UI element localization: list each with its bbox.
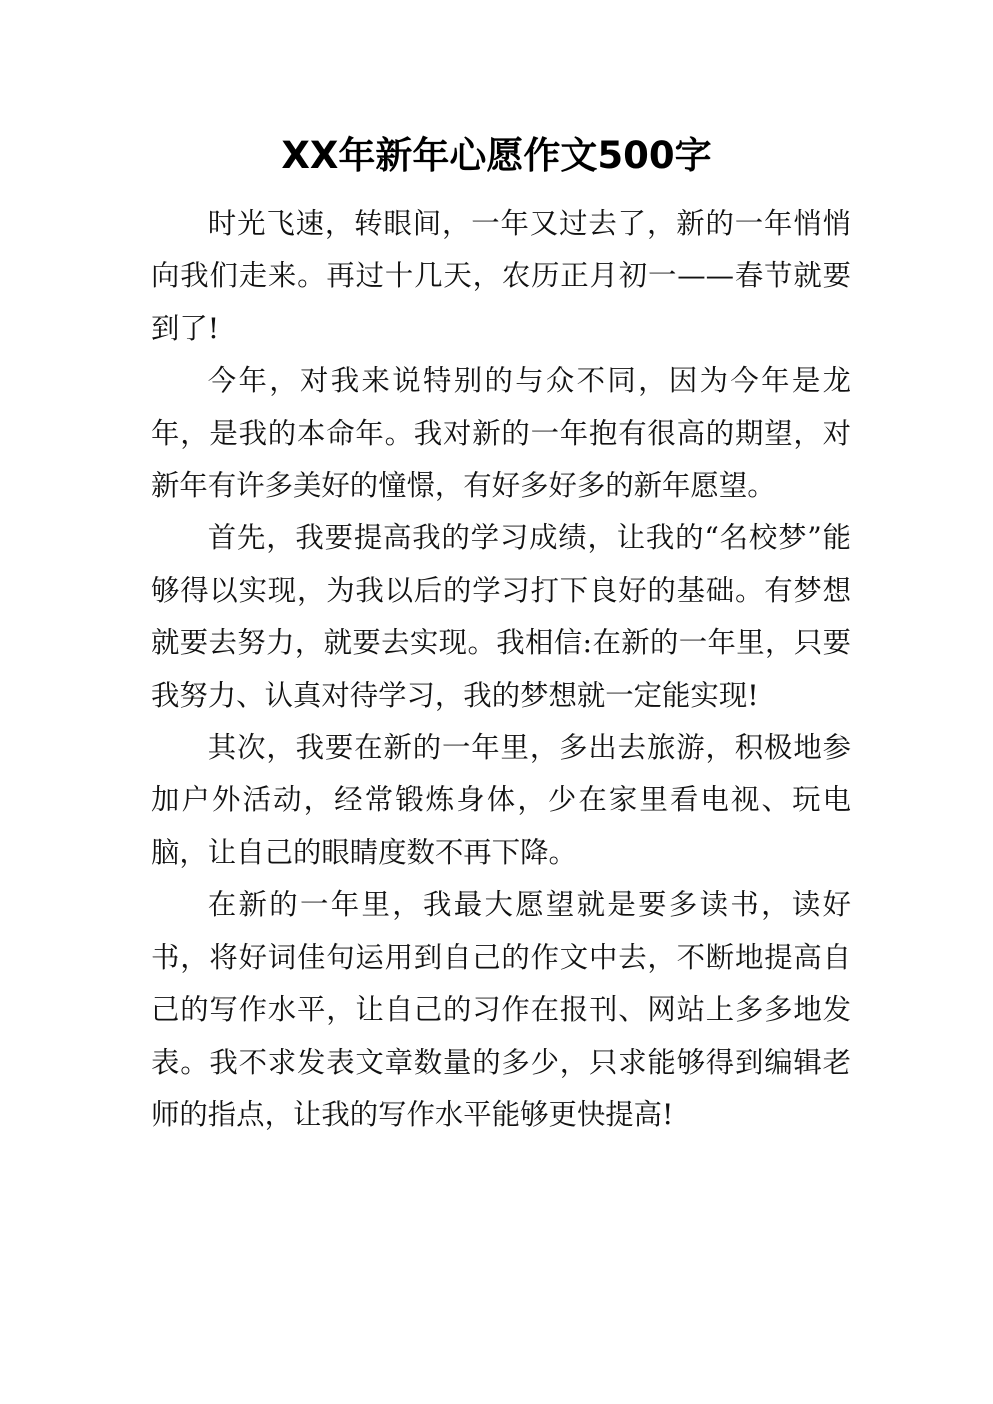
paragraph-2: 今年，对我来说特别的与众不同，因为今年是龙年，是我的本命年。我对新的一年抱有很高的期望，对新年有许多美好的憧憬，有好多好多的新年愿望。 <box>151 364 851 503</box>
paragraph-4: 其次，我要在新的一年里，多出去旅游，积极地参加户外活动，经常锻炼身体，少在家里看电视、玩电脑，让自己的眼睛度数不再下降。 <box>151 731 851 869</box>
document-title: XX年新年心愿作文500字 <box>281 134 712 177</box>
paragraph-1: 时光飞速，转眼间，一年又过去了，新的一年悄悄向我们走来。再过十几天，农历正月初一——春节就要到了! <box>151 207 851 345</box>
document-body <box>151 198 851 1141</box>
paragraph-3: 首先，我要提高我的学习成绩，让我的“名校梦”能够得以实现，为我以后的学习打下良好的基础。有梦想就要去努力，就要去实现。我相信:在新的一年里，只要我努力、认真对待学习，我的梦想就一定能实现! <box>151 521 851 712</box>
paragraph-5: 在新的一年里，我最大愿望就是要多读书，读好书，将好词佳句运用到自己的作文中去，不断地提高自己的写作水平，让自己的习作在报刊、网站上多多地发表。我不求发表文章数量的多少，只求能够得到编辑老师的指点，让我的写作水平能够更快提高! <box>151 888 851 1131</box>
